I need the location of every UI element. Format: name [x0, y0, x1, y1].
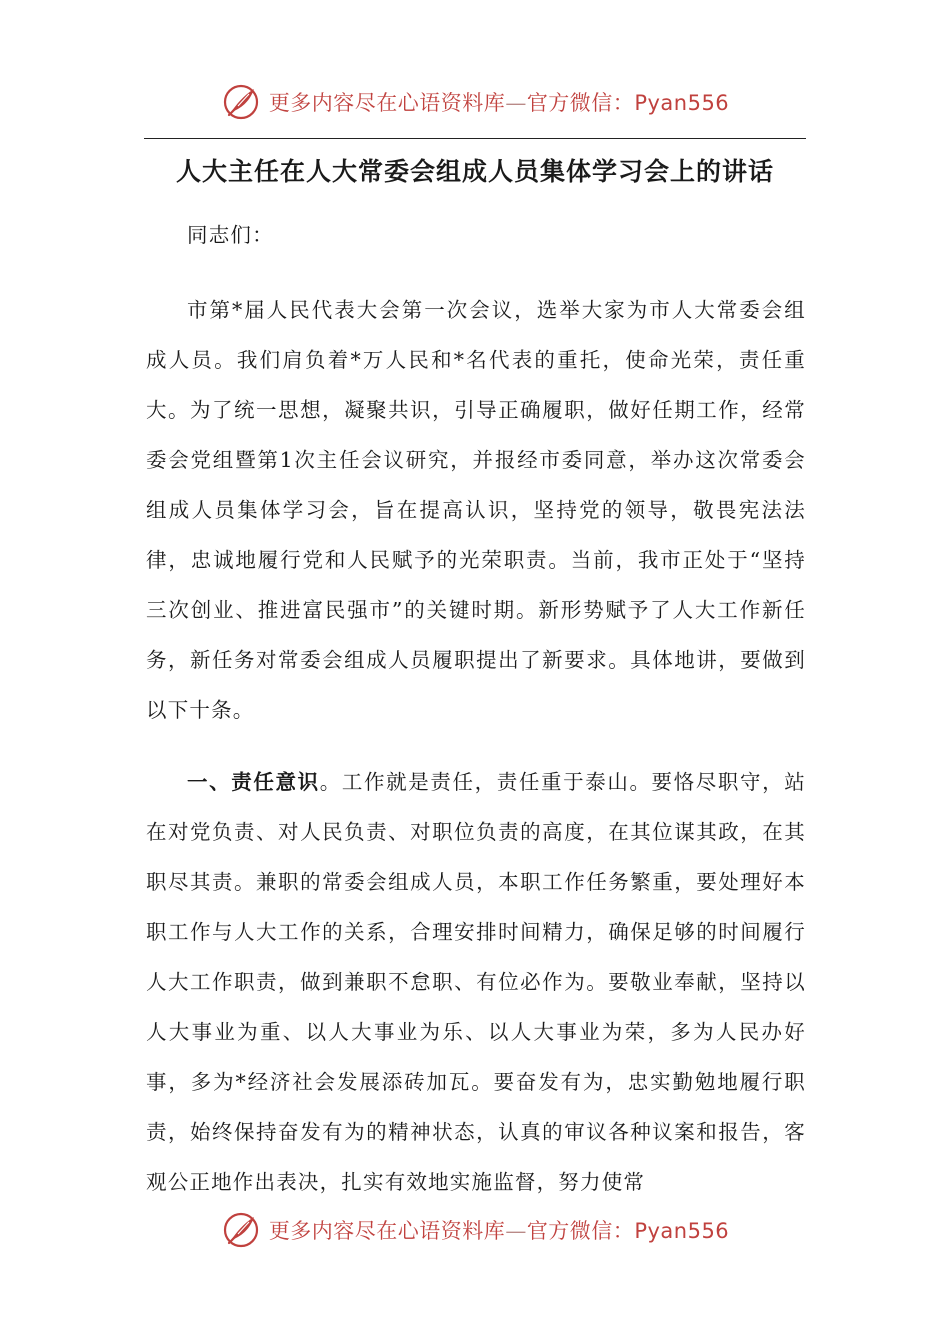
greeting: 同志们：	[187, 223, 274, 247]
footer-banner-slogan: 更多内容尽在心语资料库	[268, 1219, 506, 1243]
header-banner-text	[269, 87, 729, 117]
footer-banner-text	[269, 1215, 729, 1245]
header-banner	[0, 80, 950, 124]
quill-logo-icon	[221, 1210, 261, 1250]
section-1-heading: 一、责任意识	[187, 770, 320, 794]
footer-banner-wechat-label: 官方微信：	[526, 1219, 635, 1243]
paragraph-section-1	[146, 757, 806, 1207]
document-title: 人大主任在人大常委会组成人员集体学习会上的讲话	[175, 157, 774, 186]
header-banner-slogan: 更多内容尽在心语资料库	[268, 91, 506, 115]
footer-banner-wechat-id: Pyan556	[634, 1219, 730, 1243]
quill-logo-icon	[221, 82, 261, 122]
paragraph-intro: 市第*届人民代表大会第一次会议，选举大家为市人大常委会组成人员。我们肩负着*万人民和*名代表的重托，使命光荣，责任重大。为了统一思想，凝聚共识，引导正确履职，做好任期工作，经常委会党组暨第1次主任会议研究，并报经市委同意，举办这次常委会组成人员集体学习会，旨在提高认识，坚持党的领导，敬畏宪法法律，忠诚地履行党和人民赋予的光荣职责。当前，我市正处于“坚持三次创业、推进富民强市”的关键时期。新形势赋予了人大工作新任务，新任务对常委会组成人员履职提出了新要求。具体地讲，要做到以下十条。	[146, 298, 806, 722]
document-body	[146, 210, 806, 1207]
header-banner-wechat-id: Pyan556	[634, 91, 730, 115]
header-banner-wechat-label: 官方微信：	[526, 91, 635, 115]
footer-banner-separator: —	[505, 1219, 527, 1243]
section-1-body: 。工作就是责任，责任重于泰山。要恪尽职守，站在对党负责、对人民负责、对职位负责的高度，在其位谋其政，在其职尽其责。兼职的常委会组成人员，本职工作任务繁重，要处理好本职工作与人大工作的关系，合理安排时间精力，确保足够的时间履行人大工作职责，做到兼职不怠职、有位必作为。要敬业奉献，坚持以人大事业为重、以人大事业为乐、以人大事业为荣，多为人民办好事，多为*经济社会发展添砖加瓦。要奋发有为，忠实勤勉地履行职责，始终保持奋发有为的精神状态，认真的审议各种议案和报告，客观公正地作出表决，扎实有效地实施监督，努力使常	[146, 770, 806, 1194]
footer-banner	[0, 1208, 950, 1252]
header-divider	[144, 138, 806, 139]
header-banner-separator: —	[505, 91, 527, 115]
